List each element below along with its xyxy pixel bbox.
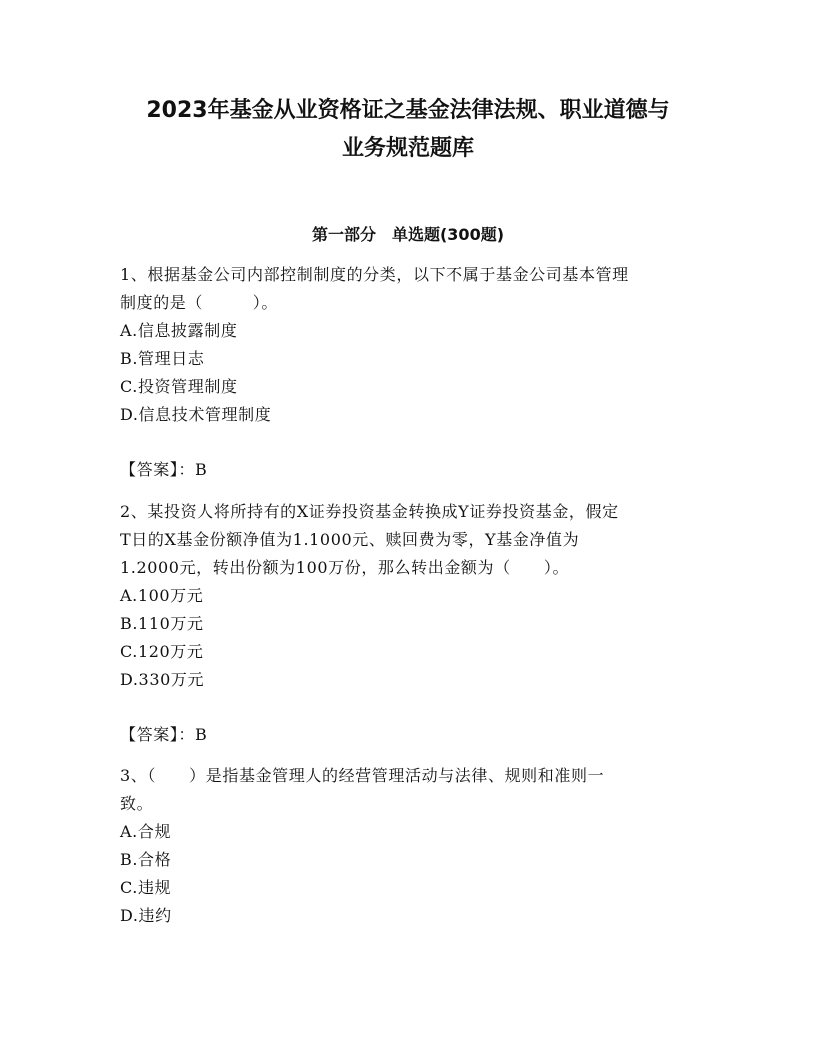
- question-1-answer: 【答案】：B: [120, 460, 208, 479]
- question-3-option-b: B.合格: [120, 850, 172, 869]
- question-3-stem-line-2: 致。: [120, 794, 154, 813]
- question-1-option-c: C.投资管理制度: [120, 377, 238, 396]
- question-3-stem-line-1: 3、（ ）是指基金管理人的经营管理活动与法律、规则和准则一: [120, 766, 605, 785]
- question-1-stem-line-2: 制度的是（ ）。: [120, 293, 279, 312]
- question-3-option-d: D.违约: [120, 906, 172, 925]
- question-1-option-d: D.信息技术管理制度: [120, 405, 272, 424]
- question-2-answer: 【答案】：B: [120, 725, 208, 744]
- question-2-option-b: B.110万元: [120, 614, 204, 633]
- question-2-option-a: A.100万元: [120, 586, 204, 605]
- question-2-stem-line-3: 1.2000元，转出份额为100万份，那么转出金额为（ ）。: [120, 558, 570, 577]
- question-1-option-a: A.信息披露制度: [120, 321, 238, 340]
- question-2-option-c: C.120万元: [120, 642, 204, 661]
- section-heading: 第一部分 单选题(300题): [311, 225, 505, 244]
- title-line-1: 2023年基金从业资格证之基金法律法规、职业道德与: [146, 98, 670, 123]
- question-2-stem-line-1: 2、某投资人将所持有的X证券投资基金转换成Y证券投资基金，假定: [120, 502, 619, 521]
- question-2-stem-line-2: T日的X基金份额净值为1.1000元、赎回费为零，Y基金净值为: [120, 530, 580, 549]
- question-1-stem-line-1: 1、根据基金公司内部控制制度的分类，以下不属于基金公司基本管理: [120, 265, 629, 284]
- question-2-option-d: D.330万元: [120, 670, 205, 689]
- question-3-option-a: A.合规: [120, 822, 172, 841]
- question-1-option-b: B.管理日志: [120, 349, 205, 368]
- title-line-2: 业务规范题库: [341, 136, 474, 161]
- question-3-option-c: C.违规: [120, 878, 172, 897]
- document-title: [60, 92, 756, 168]
